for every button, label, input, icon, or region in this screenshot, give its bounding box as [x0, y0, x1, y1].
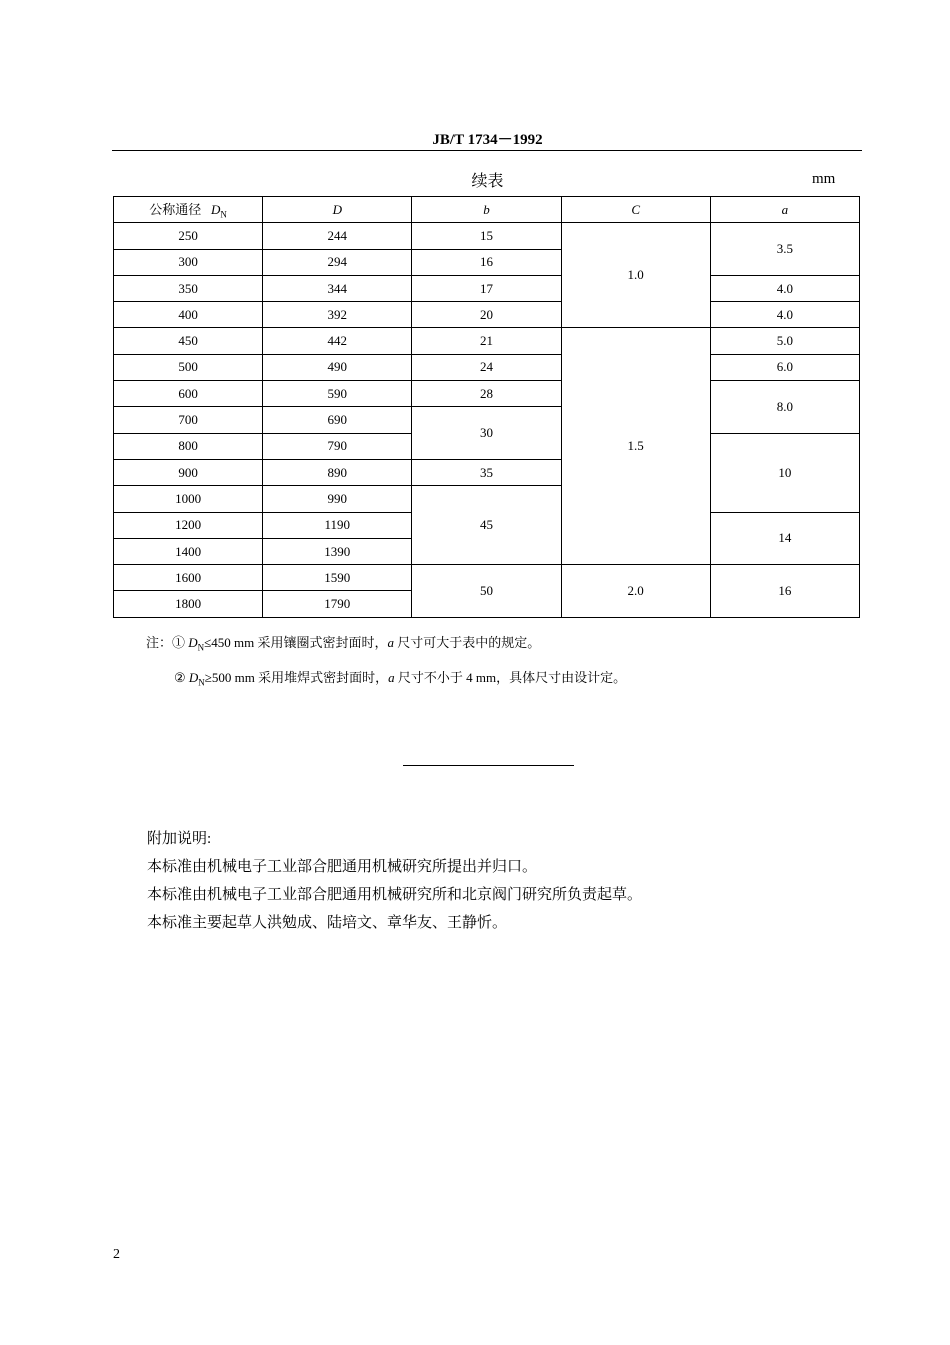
addendum — [147, 825, 642, 937]
header-rule — [112, 150, 862, 151]
addendum-line: 本标准由机械电子工业部合肥通用机械研究所提出并归口。 — [147, 859, 538, 875]
cell-dn: 900 — [114, 459, 263, 485]
table-notes — [146, 628, 626, 697]
cell-a: 3.5 — [710, 223, 859, 276]
cell-a: 14 — [710, 512, 859, 565]
cell-b: 20 — [412, 302, 561, 328]
table-unit: mm — [812, 171, 836, 187]
table-row — [114, 354, 860, 380]
col-header-b: b — [412, 197, 561, 223]
cell-c: 1.5 — [561, 328, 710, 565]
standard-header: JB/T 1734－1992 — [432, 132, 543, 148]
table-caption: 续表 — [471, 173, 504, 190]
cell-a: 6.0 — [710, 354, 859, 380]
cell-dn: 300 — [114, 249, 263, 275]
cell-dn: 800 — [114, 433, 263, 459]
addendum-line: 本标准由机械电子工业部合肥通用机械研究所和北京阀门研究所负责起草。 — [147, 887, 643, 903]
cell-a: 16 — [710, 565, 859, 618]
cell-dn: 250 — [114, 223, 263, 249]
cell-dn: 1800 — [114, 591, 263, 617]
cell-b: 45 — [412, 486, 561, 565]
cell-b: 21 — [412, 328, 561, 354]
cell-d: 690 — [263, 407, 412, 433]
cell-dn: 400 — [114, 302, 263, 328]
cell-c: 1.0 — [561, 223, 710, 328]
cell-dn: 1600 — [114, 565, 263, 591]
table-row — [114, 381, 860, 407]
cell-dn: 1200 — [114, 512, 263, 538]
cell-d: 890 — [263, 459, 412, 485]
cell-d: 442 — [263, 328, 412, 354]
table-row — [114, 302, 860, 328]
cell-dn: 1400 — [114, 538, 263, 564]
col-header-c: C — [561, 197, 710, 223]
cell-d: 490 — [263, 354, 412, 380]
table-row — [114, 275, 860, 301]
cell-b: 24 — [412, 354, 561, 380]
cell-d: 790 — [263, 433, 412, 459]
cell-b: 35 — [412, 459, 561, 485]
cell-a: 4.0 — [710, 275, 859, 301]
table-row — [114, 328, 860, 354]
cell-b: 50 — [412, 565, 561, 618]
cell-d: 990 — [263, 486, 412, 512]
table-row — [114, 565, 860, 591]
table-row — [114, 223, 860, 249]
cell-d: 590 — [263, 381, 412, 407]
cell-c: 2.0 — [561, 565, 710, 618]
cell-dn: 450 — [114, 328, 263, 354]
cell-dn: 1000 — [114, 486, 263, 512]
cell-d: 392 — [263, 302, 412, 328]
page-number: 2 — [113, 1247, 120, 1262]
cell-d: 1590 — [263, 565, 412, 591]
cell-d: 1390 — [263, 538, 412, 564]
end-rule — [403, 765, 574, 766]
cell-d: 1190 — [263, 512, 412, 538]
cell-dn: 600 — [114, 381, 263, 407]
cell-a: 10 — [710, 433, 859, 512]
cell-b: 15 — [412, 223, 561, 249]
addendum-title: 附加说明: — [147, 831, 212, 847]
col-header-dn: 公称通径 $D_N$ — [114, 197, 263, 223]
cell-dn: 350 — [114, 275, 263, 301]
cell-a: 5.0 — [710, 328, 859, 354]
col-header-d: D — [263, 197, 412, 223]
cell-dn: 700 — [114, 407, 263, 433]
cell-b: 28 — [412, 381, 561, 407]
cell-d: 344 — [263, 275, 412, 301]
cell-d: 1790 — [263, 591, 412, 617]
cell-a: 4.0 — [710, 302, 859, 328]
addendum-line: 本标准主要起草人洪勉成、陆培文、章华友、王静忻。 — [147, 915, 508, 931]
cell-b: 16 — [412, 249, 561, 275]
cell-b: 17 — [412, 275, 561, 301]
cell-dn: 500 — [114, 354, 263, 380]
cell-d: 294 — [263, 249, 412, 275]
dimension-table — [113, 196, 860, 618]
note-1: 注：① $D_N\le 450$ mm 采用镶圈式密封面时，a 尺寸可大于表中的规定。 — [146, 635, 541, 653]
col-header-a: a — [710, 197, 859, 223]
note-2: ② $D_N\ge 500$ mm 采用堆焊式密封面时，a 尺寸不小于 4 mm，具体尺寸由设计定。 — [174, 669, 627, 688]
cell-b: 30 — [412, 407, 561, 460]
cell-a: 8.0 — [710, 381, 859, 434]
cell-d: 244 — [263, 223, 412, 249]
table-header-row — [114, 197, 860, 223]
